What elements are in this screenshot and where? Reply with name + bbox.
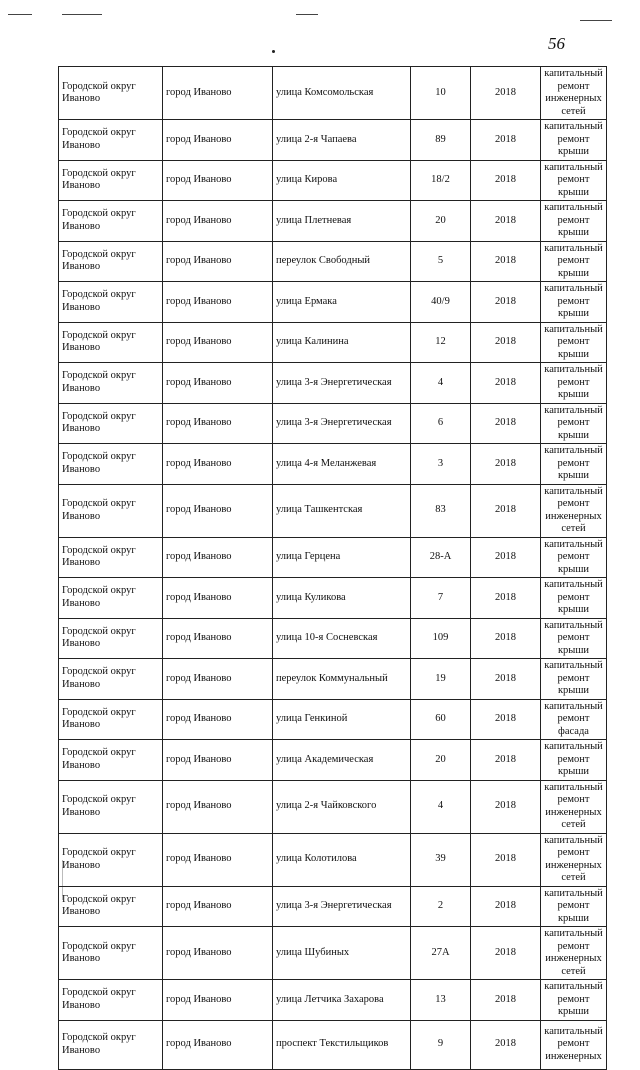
house-number-cell: 28-А xyxy=(411,537,471,578)
table-row xyxy=(59,927,607,980)
city-cell: город Иваново xyxy=(163,537,273,578)
work-type-cell: капитальный ремонт инженерных сетей xyxy=(541,780,607,833)
district-cell: Городской округ Иваново xyxy=(59,484,163,537)
street-cell: улица Летчика Захарова xyxy=(273,980,411,1021)
city-cell: город Иваново xyxy=(163,618,273,659)
work-type-cell: капитальный ремонт крыши xyxy=(541,120,607,161)
street-cell: улица 3-я Энергетическая xyxy=(273,403,411,444)
year-cell: 2018 xyxy=(471,322,541,363)
table-row xyxy=(59,699,607,740)
year-cell: 2018 xyxy=(471,160,541,201)
district-cell: Городской округ Иваново xyxy=(59,780,163,833)
table-row xyxy=(59,578,607,619)
city-cell: город Иваново xyxy=(163,659,273,700)
house-number-cell: 3 xyxy=(411,444,471,485)
scan-dot xyxy=(272,50,275,53)
year-cell: 2018 xyxy=(471,659,541,700)
year-cell: 2018 xyxy=(471,120,541,161)
year-cell: 2018 xyxy=(471,484,541,537)
work-type-cell: капитальный ремонт фасада xyxy=(541,699,607,740)
district-cell: Городской округ Иваново xyxy=(59,322,163,363)
registry-table xyxy=(58,66,607,1070)
district-cell: Городской округ Иваново xyxy=(59,1020,163,1069)
district-cell: Городской округ Иваново xyxy=(59,282,163,323)
table-row xyxy=(59,780,607,833)
house-number-cell: 12 xyxy=(411,322,471,363)
house-number-cell: 60 xyxy=(411,699,471,740)
work-type-cell: капитальный ремонт крыши xyxy=(541,363,607,404)
house-number-cell: 18/2 xyxy=(411,160,471,201)
house-number-cell: 19 xyxy=(411,659,471,700)
house-number-cell: 6 xyxy=(411,403,471,444)
district-cell: Городской округ Иваново xyxy=(59,699,163,740)
street-cell: проспект Текстильщиков xyxy=(273,1020,411,1069)
city-cell: город Иваново xyxy=(163,833,273,886)
city-cell: город Иваново xyxy=(163,363,273,404)
city-cell: город Иваново xyxy=(163,980,273,1021)
scan-mark xyxy=(8,14,32,15)
city-cell: город Иваново xyxy=(163,120,273,161)
city-cell: город Иваново xyxy=(163,927,273,980)
street-cell: улица Комсомольская xyxy=(273,67,411,120)
work-type-cell: капитальный ремонт крыши xyxy=(541,740,607,781)
work-type-cell: капитальный ремонт инженерных сетей xyxy=(541,484,607,537)
city-cell: город Иваново xyxy=(163,282,273,323)
table-row xyxy=(59,740,607,781)
district-cell: Городской округ Иваново xyxy=(59,444,163,485)
work-type-cell: капитальный ремонт крыши xyxy=(541,282,607,323)
work-type-cell: капитальный ремонт крыши xyxy=(541,980,607,1021)
street-cell: улица Шубиных xyxy=(273,927,411,980)
work-type-cell: капитальный ремонт крыши xyxy=(541,160,607,201)
city-cell: город Иваново xyxy=(163,740,273,781)
year-cell: 2018 xyxy=(471,201,541,242)
house-number-cell: 20 xyxy=(411,740,471,781)
street-cell: улица 3-я Энергетическая xyxy=(273,886,411,927)
table-row xyxy=(59,659,607,700)
table-row xyxy=(59,120,607,161)
table-row xyxy=(59,403,607,444)
house-number-cell: 2 xyxy=(411,886,471,927)
city-cell: город Иваново xyxy=(163,578,273,619)
year-cell: 2018 xyxy=(471,980,541,1021)
street-cell: улица 10-я Сосневская xyxy=(273,618,411,659)
work-type-cell: капитальный ремонт инженерных xyxy=(541,1020,607,1069)
street-cell: улица Академическая xyxy=(273,740,411,781)
house-number-cell: 13 xyxy=(411,980,471,1021)
house-number-cell: 83 xyxy=(411,484,471,537)
house-number-cell: 39 xyxy=(411,833,471,886)
district-cell: Городской округ Иваново xyxy=(59,659,163,700)
table-row xyxy=(59,363,607,404)
table-row xyxy=(59,1020,607,1069)
scan-mark xyxy=(580,20,612,21)
district-cell: Городской округ Иваново xyxy=(59,363,163,404)
house-number-cell: 5 xyxy=(411,241,471,282)
district-cell: Городской округ Иваново xyxy=(59,160,163,201)
house-number-cell: 9 xyxy=(411,1020,471,1069)
work-type-cell: капитальный ремонт крыши xyxy=(541,201,607,242)
district-cell: Городской округ Иваново xyxy=(59,201,163,242)
work-type-cell: капитальный ремонт крыши xyxy=(541,403,607,444)
table-row xyxy=(59,833,607,886)
year-cell: 2018 xyxy=(471,1020,541,1069)
street-cell: переулок Коммунальный xyxy=(273,659,411,700)
street-cell: улица Куликова xyxy=(273,578,411,619)
street-cell: улица Калинина xyxy=(273,322,411,363)
district-cell: Городской округ Иваново xyxy=(59,241,163,282)
work-type-cell: капитальный ремонт крыши xyxy=(541,241,607,282)
year-cell: 2018 xyxy=(471,699,541,740)
city-cell: город Иваново xyxy=(163,444,273,485)
year-cell: 2018 xyxy=(471,780,541,833)
house-number-cell: 20 xyxy=(411,201,471,242)
house-number-cell: 89 xyxy=(411,120,471,161)
page-number: 56 xyxy=(548,34,565,53)
district-cell: Городской округ Иваново xyxy=(59,886,163,927)
year-cell: 2018 xyxy=(471,67,541,120)
district-cell: Городской округ Иваново xyxy=(59,578,163,619)
house-number-cell: 7 xyxy=(411,578,471,619)
year-cell: 2018 xyxy=(471,927,541,980)
year-cell: 2018 xyxy=(471,282,541,323)
work-type-cell: капитальный ремонт крыши xyxy=(541,886,607,927)
table-row xyxy=(59,241,607,282)
work-type-cell: капитальный ремонт крыши xyxy=(541,659,607,700)
city-cell: город Иваново xyxy=(163,780,273,833)
street-cell: улица 3-я Энергетическая xyxy=(273,363,411,404)
city-cell: город Иваново xyxy=(163,886,273,927)
street-cell: улица Кирова xyxy=(273,160,411,201)
year-cell: 2018 xyxy=(471,537,541,578)
work-type-cell: капитальный ремонт крыши xyxy=(541,537,607,578)
house-number-cell: 10 xyxy=(411,67,471,120)
street-cell: улица Плетневая xyxy=(273,201,411,242)
district-cell: Городской округ Иваново xyxy=(59,927,163,980)
table-row xyxy=(59,160,607,201)
year-cell: 2018 xyxy=(471,444,541,485)
street-cell: улица 4-я Меланжевая xyxy=(273,444,411,485)
work-type-cell: капитальный ремонт крыши xyxy=(541,578,607,619)
table-row xyxy=(59,618,607,659)
street-cell: улица Герцена xyxy=(273,537,411,578)
year-cell: 2018 xyxy=(471,363,541,404)
street-cell: улица Ташкентская xyxy=(273,484,411,537)
work-type-cell: капитальный ремонт крыши xyxy=(541,444,607,485)
district-cell: Городской округ Иваново xyxy=(59,618,163,659)
city-cell: город Иваново xyxy=(163,699,273,740)
city-cell: город Иваново xyxy=(163,484,273,537)
city-cell: город Иваново xyxy=(163,322,273,363)
street-cell: улица Колотилова xyxy=(273,833,411,886)
work-type-cell: капитальный ремонт крыши xyxy=(541,618,607,659)
house-number-cell: 109 xyxy=(411,618,471,659)
table-row xyxy=(59,886,607,927)
district-cell: Городской округ Иваново xyxy=(59,537,163,578)
street-cell: переулок Свободный xyxy=(273,241,411,282)
year-cell: 2018 xyxy=(471,886,541,927)
district-cell: Городской округ Иваново xyxy=(59,833,163,886)
city-cell: город Иваново xyxy=(163,67,273,120)
work-type-cell: капитальный ремонт крыши xyxy=(541,322,607,363)
work-type-cell: капитальный ремонт инженерных сетей xyxy=(541,927,607,980)
work-type-cell: капитальный ремонт инженерных сетей xyxy=(541,833,607,886)
table-row xyxy=(59,201,607,242)
house-number-cell: 4 xyxy=(411,363,471,404)
table-row xyxy=(59,282,607,323)
district-cell: Городской округ Иваново xyxy=(59,740,163,781)
street-cell: улица 2-я Чайковского xyxy=(273,780,411,833)
city-cell: город Иваново xyxy=(163,160,273,201)
city-cell: город Иваново xyxy=(163,403,273,444)
year-cell: 2018 xyxy=(471,833,541,886)
year-cell: 2018 xyxy=(471,241,541,282)
work-type-cell: капитальный ремонт инженерных сетей xyxy=(541,67,607,120)
table-row xyxy=(59,444,607,485)
street-cell: улица Ермака xyxy=(273,282,411,323)
table-row xyxy=(59,980,607,1021)
table-row xyxy=(59,322,607,363)
scan-mark xyxy=(62,14,102,15)
table-row xyxy=(59,537,607,578)
registry-rows xyxy=(59,67,607,1070)
house-number-cell: 27А xyxy=(411,927,471,980)
scan-mark xyxy=(296,14,318,15)
year-cell: 2018 xyxy=(471,740,541,781)
table-row xyxy=(59,67,607,120)
district-cell: Городской округ Иваново xyxy=(59,980,163,1021)
house-number-cell: 4 xyxy=(411,780,471,833)
table-row xyxy=(59,484,607,537)
year-cell: 2018 xyxy=(471,578,541,619)
year-cell: 2018 xyxy=(471,618,541,659)
street-cell: улица 2-я Чапаева xyxy=(273,120,411,161)
district-cell: Городской округ Иваново xyxy=(59,67,163,120)
city-cell: город Иваново xyxy=(163,1020,273,1069)
year-cell: 2018 xyxy=(471,403,541,444)
house-number-cell: 40/9 xyxy=(411,282,471,323)
city-cell: город Иваново xyxy=(163,241,273,282)
district-cell: Городской округ Иваново xyxy=(59,120,163,161)
street-cell: улица Генкиной xyxy=(273,699,411,740)
city-cell: город Иваново xyxy=(163,201,273,242)
district-cell: Городской округ Иваново xyxy=(59,403,163,444)
